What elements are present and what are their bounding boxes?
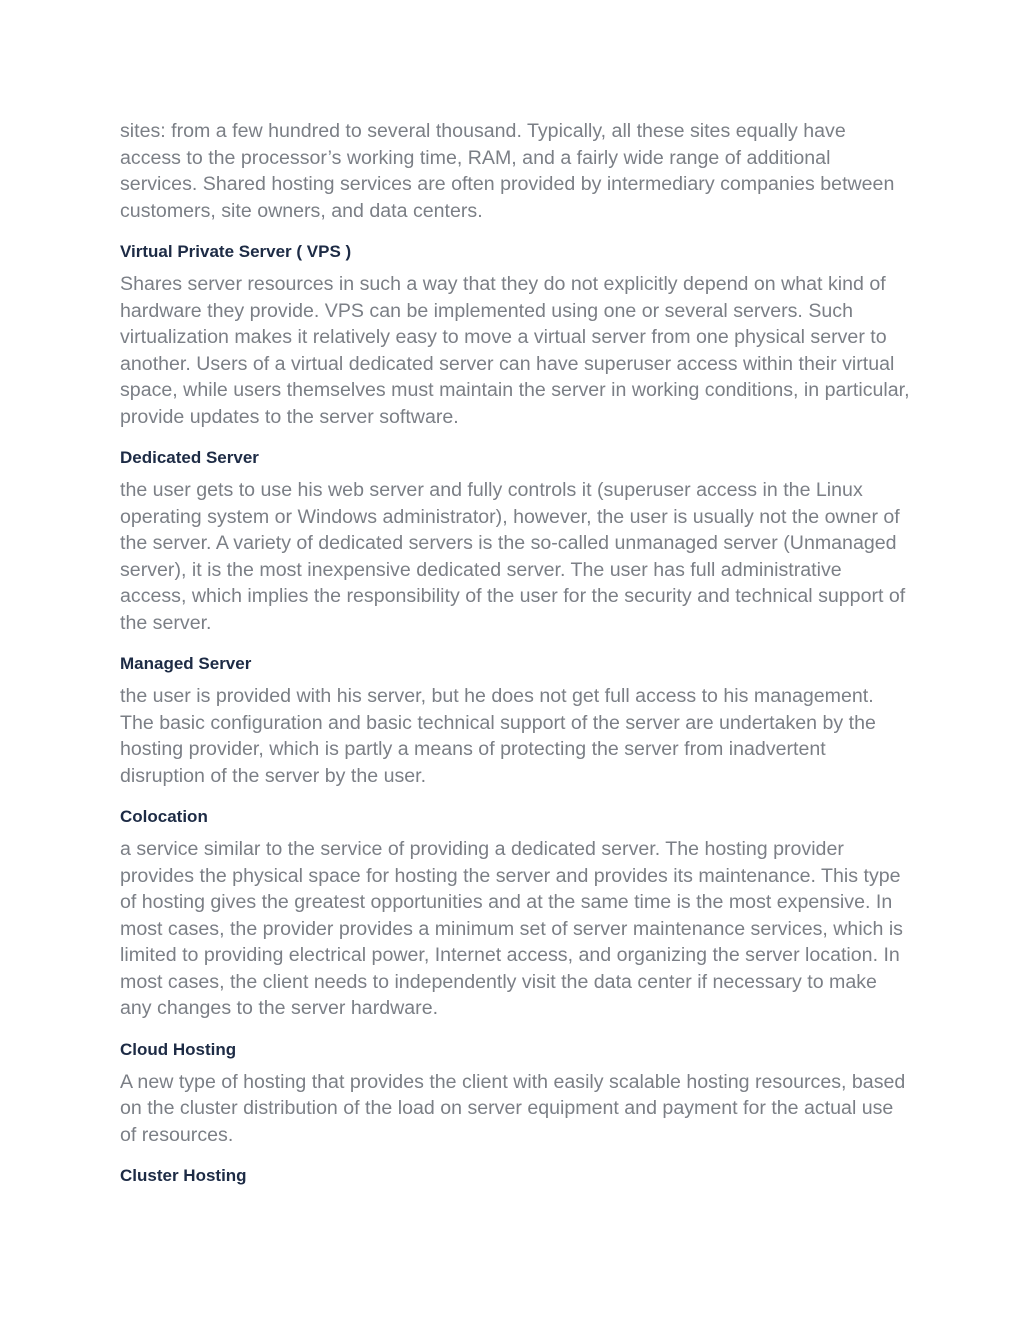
section-heading: Dedicated Server: [120, 448, 259, 467]
section-cloud-hosting: [120, 1040, 910, 1149]
section-heading: Managed Server: [120, 654, 252, 673]
section-body: the user is provided with his server, but he does not get full access to his management. The basic configuration and basic technical support of the server are undertaken by the hosting provider, which is partly a means of protecting the server from inadvertent disruption of the server by the user.: [120, 685, 876, 787]
section-body: a service similar to the service of providing a dedicated server. The hosting provider provides the physical space for hosting the server and provides its maintenance. This type of hosting gives the greatest opportunities and at the same time is the most expensive. In most cases, the provider provides a minimum set of server maintenance services, which is limited to providing electrical power, Internet access, and organizing the server location. In most cases, the client needs to independently visit the data center if necessary to make any changes to the server hardware.: [120, 838, 903, 1019]
section-colocation: [120, 807, 910, 1022]
intro-paragraph: sites: from a few hundred to several thousand. Typically, all these sites equally have access to the processor’s working time, RAM, and a fairly wide range of additional services. Shared hosting services are often provided by intermediary companies between customers, site owners, and data centers.: [120, 120, 895, 222]
section-dedicated-server: [120, 448, 910, 636]
section-body: Shares server resources in such a way that they do not explicitly depend on what kind of hardware they provide. VPS can be implemented using one or several servers. Such virtualization makes it relatively easy to move a virtual server from one physical server to another. Users of a virtual dedicated server can have superuser access within their virtual space, while users themselves must maintain the server in working conditions, in particular, provide updates to the server software.: [120, 273, 910, 428]
section-heading: Cluster Hosting: [120, 1166, 247, 1185]
document-page: [120, 118, 910, 1195]
section-vps: [120, 242, 910, 430]
section-body: A new type of hosting that provides the client with easily scalable hosting resources, based on the cluster distribution of the load on server equipment and payment for the actual use of resources.: [120, 1070, 906, 1146]
section-cluster-hosting: [120, 1166, 910, 1186]
section-heading: Colocation: [120, 807, 208, 826]
section-managed-server: [120, 654, 910, 789]
section-body: the user gets to use his web server and fully controls it (superuser access in the Linux operating system or Windows administrator), however, the user is usually not the owner of the server. A variety of dedicated servers is the so-called unmanaged server (Unmanaged server), it is the most inexpensive dedicated server. The user has full administrative access, which implies the responsibility of the user for the security and technical support of the server.: [120, 479, 906, 634]
section-heading: Virtual Private Server ( VPS ): [120, 242, 352, 261]
section-heading: Cloud Hosting: [120, 1039, 237, 1059]
